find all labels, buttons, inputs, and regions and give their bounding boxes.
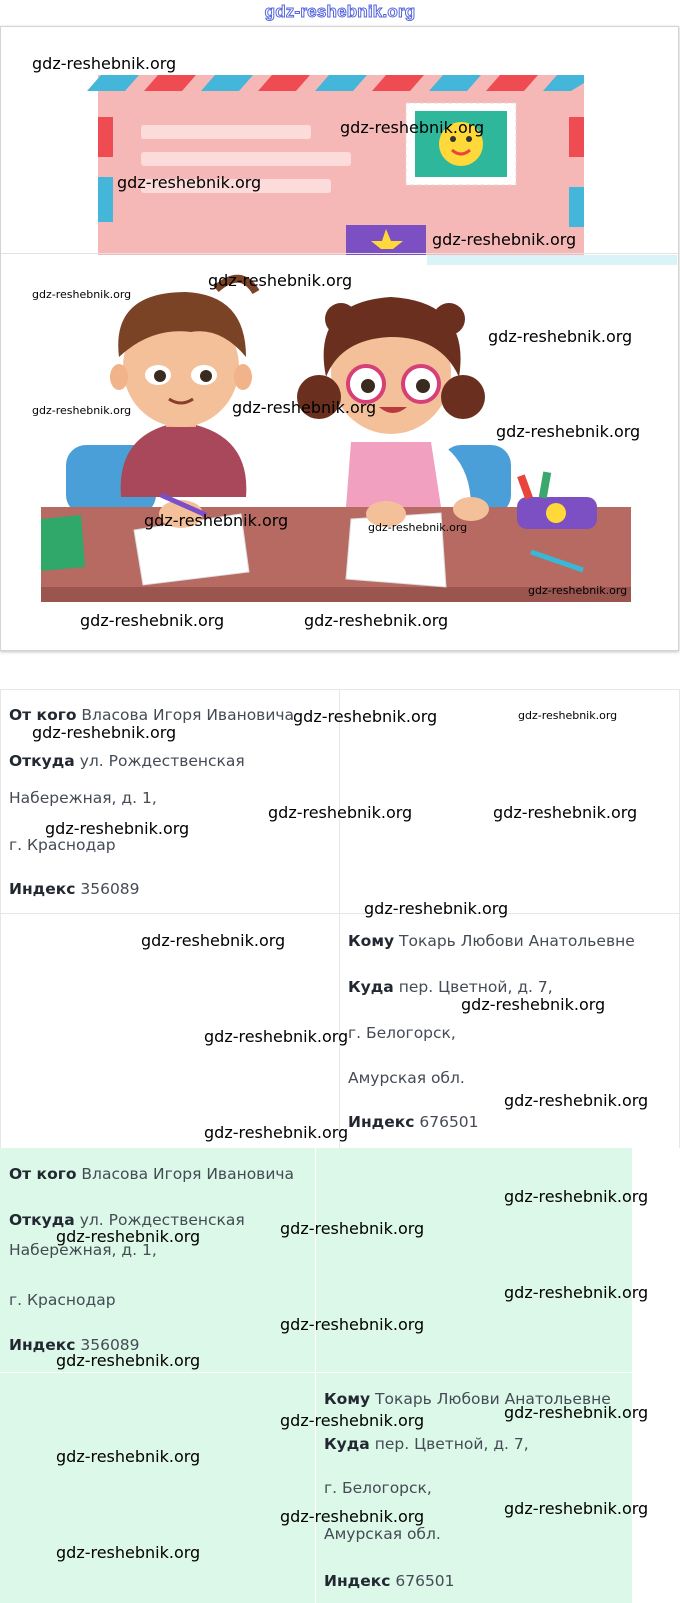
green-recipient-index-line: Индекс 676501 (324, 1572, 455, 1590)
watermark: gdz-reshebnik.org (504, 1187, 649, 1206)
green-recipient-name-line: Кому Токарь Любови Анатольевне (324, 1390, 611, 1408)
watermark: gdz-reshebnik.org (493, 803, 638, 822)
green-recipient-city-line: г. Белогорск, (324, 1479, 432, 1497)
watermark: gdz-reshebnik.org (432, 230, 577, 249)
watermark: gdz-reshebnik.org (32, 723, 177, 742)
green-sender-street-line: Откуда ул. Рождественская (9, 1211, 245, 1229)
watermark: gdz-reshebnik.org (268, 803, 413, 822)
envelope-illustration (87, 75, 677, 265)
watermark: gdz-reshebnik.org (461, 995, 606, 1014)
watermark: gdz-reshebnik.org (488, 327, 633, 346)
green-recipient-street-line: Куда пер. Цветной, д. 7, (324, 1435, 529, 1453)
grid-line-left (0, 689, 1, 1148)
watermark: gdz-reshebnik.org (340, 118, 485, 137)
green-grid-line-vertical (315, 1148, 316, 1603)
recipient-name-line: Кому Токарь Любови Анатольевне (348, 932, 635, 950)
site-header-watermark[interactable]: gdz-reshebnik.org (264, 2, 416, 21)
watermark: gdz-reshebnik.org (528, 584, 628, 597)
watermark: gdz-reshebnik.org (56, 1351, 201, 1370)
watermark: gdz-reshebnik.org (204, 1027, 349, 1046)
watermark: gdz-reshebnik.org (504, 1403, 649, 1422)
watermark: gdz-reshebnik.org (364, 899, 509, 918)
grid-line-middle (0, 913, 680, 914)
watermark: gdz-reshebnik.org (504, 1283, 649, 1302)
watermark: gdz-reshebnik.org (56, 1447, 201, 1466)
recipient-region-line: Амурская обл. (348, 1069, 465, 1087)
watermark: gdz-reshebnik.org (32, 404, 132, 417)
watermark: gdz-reshebnik.org (80, 611, 225, 630)
grid-line-top (0, 689, 680, 690)
watermark: gdz-reshebnik.org (304, 611, 449, 630)
watermark: gdz-reshebnik.org (204, 1123, 349, 1142)
watermark: gdz-reshebnik.org (141, 931, 286, 950)
watermark: gdz-reshebnik.org (232, 398, 377, 417)
recipient-index-line: Индекс 676501 (348, 1113, 479, 1131)
watermark: gdz-reshebnik.org (45, 819, 190, 838)
watermark: gdz-reshebnik.org (518, 709, 618, 722)
sender-city-line: г. Краснодар (9, 836, 116, 854)
green-sender-name-line: От кого Власова Игоря Ивановича (9, 1165, 295, 1183)
sender-house-line: Набережная, д. 1, (9, 789, 157, 807)
watermark: gdz-reshebnik.org (280, 1219, 425, 1238)
watermark: gdz-reshebnik.org (56, 1543, 201, 1562)
recipient-city-line: г. Белогорск, (348, 1024, 456, 1042)
grid-line-vertical (339, 689, 340, 1148)
watermark: gdz-reshebnik.org (32, 54, 177, 73)
sender-street-line: Откуда ул. Рождественская (9, 752, 245, 770)
watermark: gdz-reshebnik.org (32, 288, 132, 301)
green-grid-line-middle (0, 1372, 632, 1373)
watermark: gdz-reshebnik.org (280, 1315, 425, 1334)
sender-index-line: Индекс 356089 (9, 880, 140, 898)
watermark: gdz-reshebnik.org (280, 1507, 425, 1526)
watermark: gdz-reshebnik.org (144, 511, 289, 530)
watermark: gdz-reshebnik.org (208, 271, 353, 290)
green-sender-city-line: г. Краснодар (9, 1291, 116, 1309)
green-recipient-region-line: Амурская обл. (324, 1525, 441, 1543)
watermark: gdz-reshebnik.org (117, 173, 262, 192)
sender-name-line: От кого Власова Игоря Ивановича (9, 706, 295, 724)
watermark: gdz-reshebnik.org (293, 707, 438, 726)
recipient-street-line: Куда пер. Цветной, д. 7, (348, 978, 553, 996)
watermark: gdz-reshebnik.org (504, 1091, 649, 1110)
watermark: gdz-reshebnik.org (504, 1499, 649, 1518)
watermark: gdz-reshebnik.org (496, 422, 641, 441)
watermark: gdz-reshebnik.org (368, 521, 468, 534)
green-sender-house-line: Набережная, д. 1, (9, 1241, 157, 1259)
watermark: gdz-reshebnik.org (280, 1411, 425, 1430)
green-sender-index-line: Индекс 356089 (9, 1336, 140, 1354)
watermark: gdz-reshebnik.org (56, 1227, 201, 1246)
